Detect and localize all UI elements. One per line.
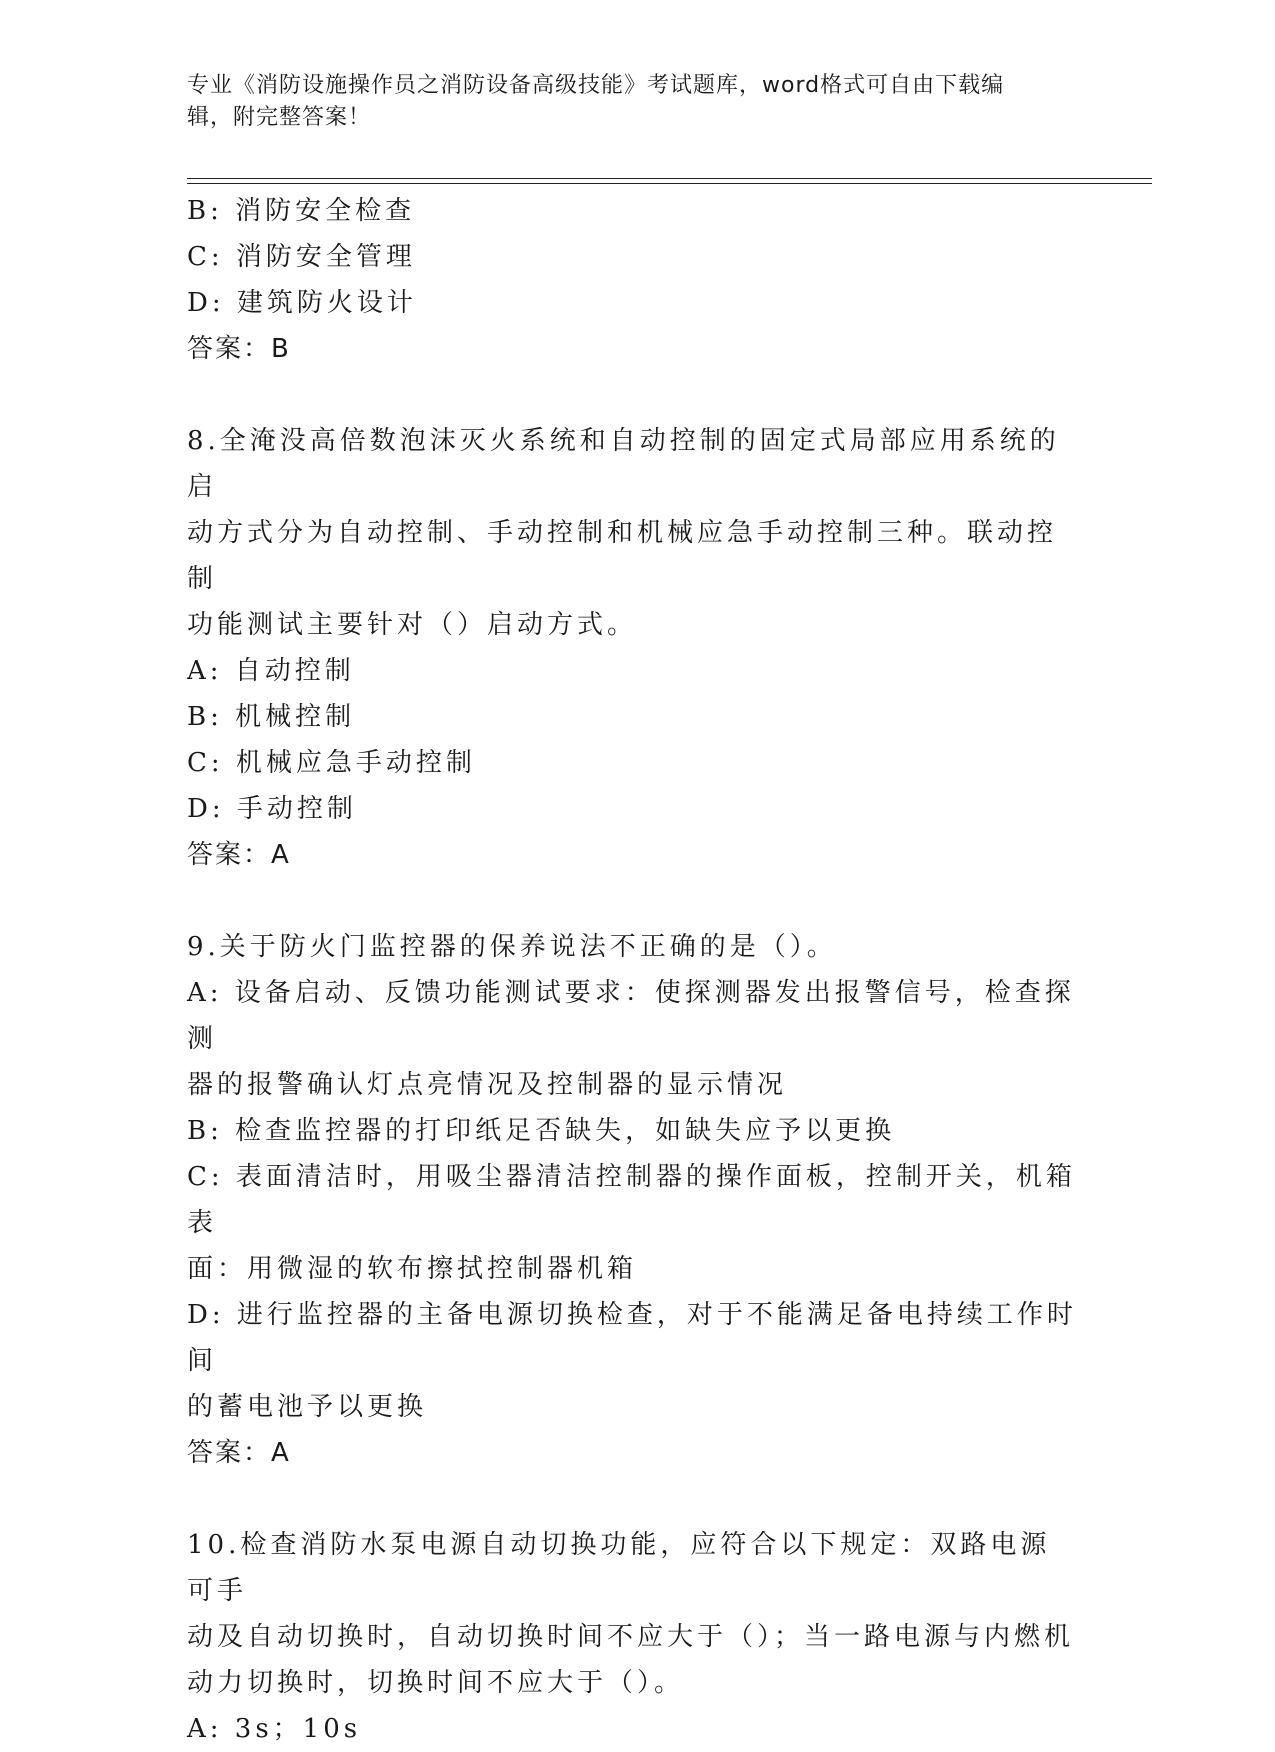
answer: 答案：B (187, 334, 291, 364)
question-9 (187, 924, 1077, 1476)
question-stem: 10.检查消防水泵电源自动切换功能，应符合以下规定：双路电源可手 (187, 1530, 1051, 1606)
option-b: B: 机械控制 (187, 702, 356, 732)
option-a: A: 3s；10s (187, 1714, 362, 1744)
spacer (187, 1476, 1077, 1522)
option-d: D: 手动控制 (187, 794, 357, 824)
option-b: B: 消防安全检查 (187, 196, 416, 226)
option-c-continued: 面：用微湿的软布擦拭控制器机箱 (187, 1254, 638, 1284)
answer: 答案：A (187, 840, 291, 870)
question-stem: 9.关于防火门监控器的保养说法不正确的是（）。 (187, 932, 837, 962)
header-divider-bottom (187, 183, 1152, 184)
answer: 答案：A (187, 1438, 291, 1468)
header-divider-top (187, 178, 1152, 179)
option-d: D: 建筑防火设计 (187, 288, 417, 318)
question-stem: 动及自动切换时，自动切换时间不应大于（）；当一路电源与内燃机 (187, 1622, 1075, 1652)
option-d: D: 进行监控器的主备电源切换检查，对于不能满足备电持续工作时间 (187, 1300, 1077, 1376)
option-a: A: 自动控制 (187, 656, 355, 686)
spacer (187, 372, 1077, 418)
question-stem: 功能测试主要针对（）启动方式。 (187, 610, 638, 640)
question-7 (187, 188, 1077, 372)
question-stem: 8.全淹没高倍数泡沫灭火系统和自动控制的固定式局部应用系统的启 (187, 426, 1060, 502)
question-10 (187, 1522, 1077, 1752)
question-8 (187, 418, 1077, 878)
question-content (187, 188, 1077, 1752)
question-stem: 动力切换时，切换时间不应大于（）。 (187, 1668, 685, 1698)
spacer (187, 878, 1077, 924)
page-header (187, 70, 1067, 134)
question-stem: 动方式分为自动控制、手动控制和机械应急手动控制三种。联动控制 (187, 518, 1058, 594)
option-c: C: 消防安全管理 (187, 242, 416, 272)
option-d-continued: 的蓄电池予以更换 (187, 1392, 428, 1422)
option-a-continued: 器的报警确认灯点亮情况及控制器的显示情况 (187, 1070, 788, 1100)
option-b: B: 检查监控器的打印纸足否缺失，如缺失应予以更换 (187, 1116, 896, 1146)
option-c: C: 表面清洁时，用吸尘器清洁控制器的操作面板，控制开关，机箱表 (187, 1162, 1076, 1238)
option-c: C: 机械应急手动控制 (187, 748, 476, 778)
option-a: A: 设备启动、反馈功能测试要求：使探测器发出报警信号，检查探测 (187, 978, 1075, 1054)
header-line-2: 辑，附完整答案！ (187, 105, 372, 130)
header-line-1: 专业《消防设施操作员之消防设备高级技能》考试题库，word格式可自由下载编 (187, 73, 1005, 98)
